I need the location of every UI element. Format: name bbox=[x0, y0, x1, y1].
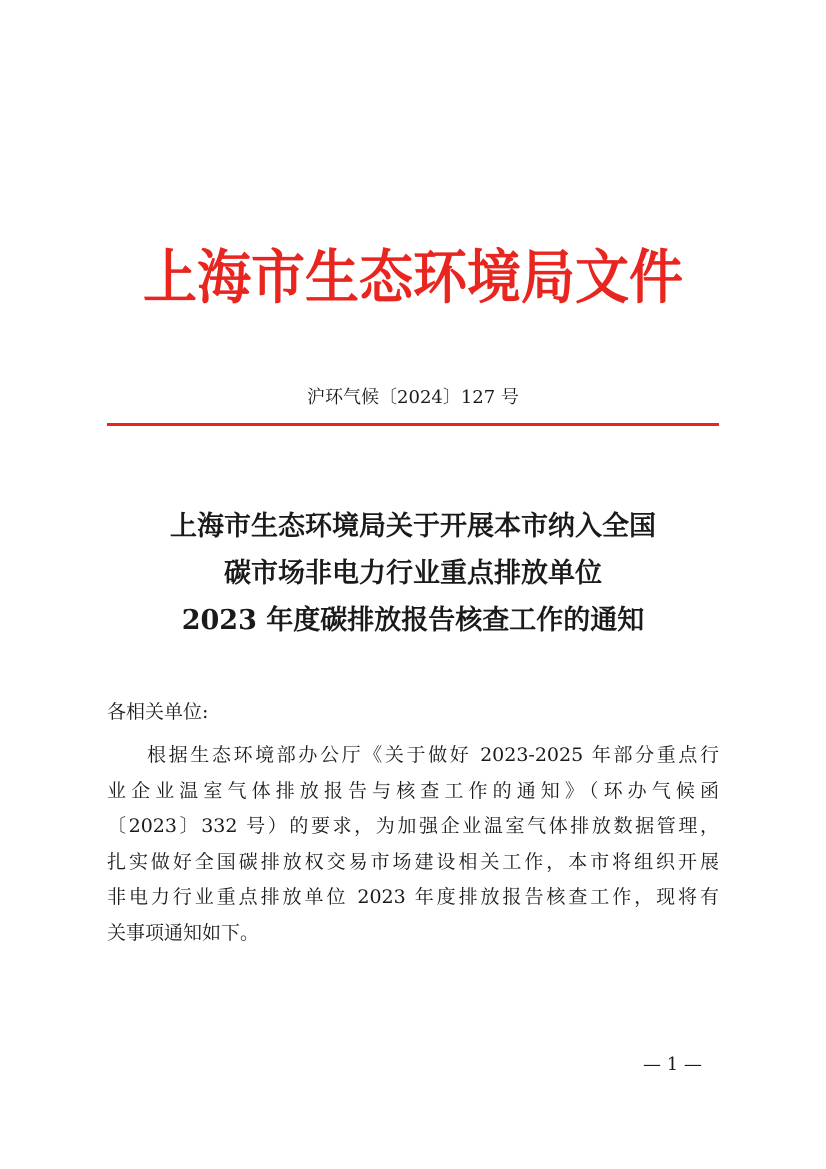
body-line: 根据生态环境部办公厅《关于做好 2023-2025 年部分重点行 bbox=[147, 744, 719, 766]
title-line: 上海市生态环境局关于开展本市纳入全国 bbox=[170, 511, 656, 542]
document-number: 沪环气候〔2024〕127 号 bbox=[307, 387, 519, 408]
page-number: — 1 — bbox=[643, 1054, 702, 1075]
red-divider-line bbox=[107, 423, 719, 426]
masthead-title: 上海市生态环境局文件 bbox=[143, 243, 683, 312]
body-line: 〔2023〕332 号）的要求，为加强企业温室气体排放数据管理， bbox=[107, 815, 719, 838]
body-line: 业企业温室气体排放报告与核查工作的通知》（环办气候函 bbox=[107, 779, 719, 802]
title-line: 2023 年度碳排放报告核查工作的通知 bbox=[181, 605, 645, 636]
body-line: 关事项通知如下。 bbox=[107, 921, 260, 944]
body-paragraph bbox=[107, 738, 719, 952]
body-line: 扎实做好全国碳排放权交易市场建设相关工作，本市将组织开展 bbox=[107, 850, 719, 873]
body-line: 非电力行业重点排放单位 2023 年度排放报告核查工作，现将有 bbox=[107, 886, 719, 909]
title-line: 碳市场非电力行业重点排放单位 bbox=[224, 558, 602, 589]
addressee: 各相关单位: bbox=[107, 701, 209, 723]
document-title bbox=[0, 503, 826, 644]
